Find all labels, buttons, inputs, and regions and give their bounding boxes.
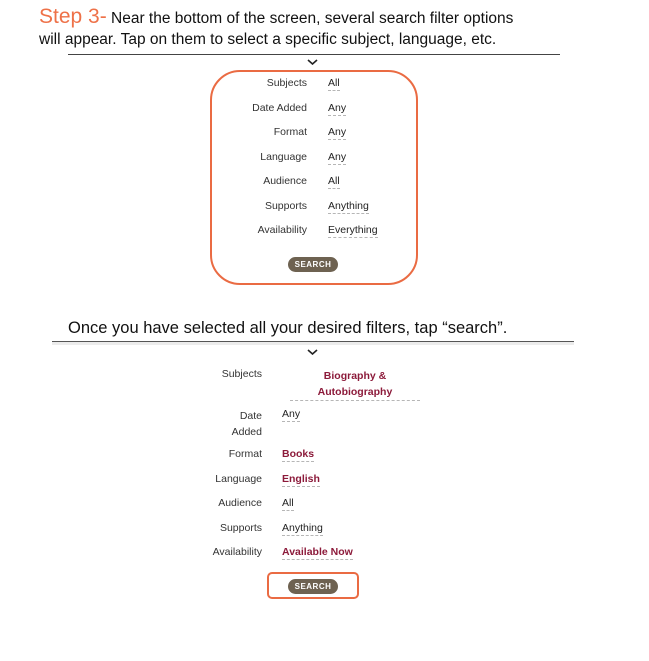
filter-value-supports[interactable]: Anything [282, 522, 323, 534]
instruction-text: Once you have selected all your desired filters, tap “search”. [68, 319, 508, 337]
filter-value-availability[interactable]: Everything [328, 224, 378, 236]
filter-value-subjects[interactable]: Biography & Autobiography [290, 368, 420, 401]
filter-label-supports: Supports [264, 200, 307, 212]
filter-label-audience: Audience [263, 175, 307, 187]
filter-label-date-added: Date Added [231, 410, 262, 438]
divider-bottom [52, 341, 574, 345]
filter-label-audience: Audience [218, 497, 262, 509]
filter-value-subjects[interactable]: All [328, 77, 340, 89]
filter-label-availability: Availability [212, 546, 262, 558]
step-label: Step 3- [39, 5, 107, 28]
filter-value-language[interactable]: Any [328, 151, 347, 163]
filter-label-format: Format [228, 448, 262, 460]
step-text-line1: Near the bottom of the screen, several search filter options [111, 10, 514, 27]
filter-value-language[interactable]: English [282, 473, 320, 485]
filter-label-supports: Supports [219, 522, 262, 534]
divider-top [68, 54, 560, 55]
filter-value-format[interactable]: Any [328, 126, 347, 138]
filter-label-subjects: Subjects [221, 368, 262, 380]
filter-label-date-added: Date Added [252, 102, 307, 114]
search-button[interactable]: SEARCH [288, 579, 338, 594]
filter-value-format[interactable]: Books [282, 448, 315, 460]
filter-value-audience[interactable]: All [282, 497, 294, 509]
filter-label-language: Language [260, 151, 307, 163]
search-button[interactable]: SEARCH [288, 257, 338, 272]
filter-value-date-added[interactable]: Any [282, 408, 301, 420]
filter-value-date-added[interactable]: Any [328, 102, 347, 114]
filter-label-format: Format [273, 126, 307, 138]
filter-value-supports[interactable]: Anything [328, 200, 369, 212]
step-heading [39, 6, 639, 50]
filter-value-availability[interactable]: Available Now [282, 546, 353, 558]
step-text-line2: will appear. Tap on them to select a specific subject, language, etc. [39, 31, 497, 48]
filter-label-availability: Availability [257, 224, 307, 236]
chevron-down-icon[interactable] [307, 59, 318, 65]
chevron-down-icon[interactable] [307, 349, 318, 355]
filter-label-subjects: Subjects [266, 77, 307, 89]
filter-value-audience[interactable]: All [328, 175, 340, 187]
filter-label-language: Language [215, 473, 262, 485]
